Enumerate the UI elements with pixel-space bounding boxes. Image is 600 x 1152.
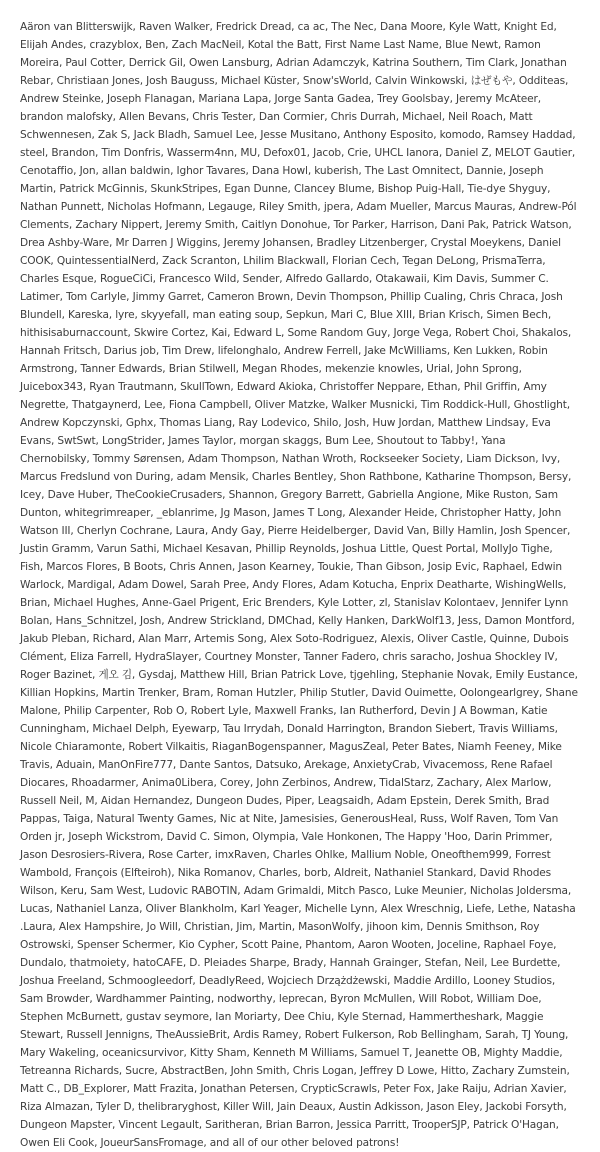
patron-credits-text: Aäron van Blitterswijk, Raven Walker, Fredrick Dread, ca ac, The Nec, Dana Moore, Kyle Watt, Knight Ed, Elijah Andes, crazyblox, Ben, Zach MacNeil, Kotal the Batt, First Name Last Name, Blue Newt, Ramon Moreira, Paul Cotter, Derrick Gil, Owen Lansburg, Adrian Adamczyk, Katrina Southern, Tim Clark, Jonathan Rebar, Christiaan Jones, Josh Bauguss, Michael Küster, Snow'sWorld, Calvin Winkowski, はぜもや, Odditeas, Andrew Steinke, Joseph Flanagan, Mariana Lapa, Jorge Santa Gadea, Trey Goolsbay, Jeremy McAteer, brandon malofsky, Allen Bevans, Chris Tester, Dan Cormier, Chris Durrah, Michael, Neil Roach, Matt Schwennesen, Zak S, Jack Bladh, Samuel Lee, Jesse Musitano, Anthony Esposito, komodo, Ramsey Haddad, steel, Brandon, Tim Donfris, Wasserm4nn, MU, Defox01, Jacob, Crie, UHCL Ianora, Daniel Z, MELOT Gautier, Cenotaffio, Jon, allan baldwin, Ighor Tavares, Dana Howl, kuberish, The Last Omnitect, Dannie, Joseph Martin, Patrick McGinnis, SkunkStripes, Egan Dunne, Clancey Blume, Bishop Puig-Hall, Tie-dye Shyguy, Nathan Punnett, Nicholas Hofmann, Legauge, Riley Smith, jpera, Adam Mueller, Marcus Mauras, Andrew-Pól Clements, Zachary Nippert, Jeremy Smith, Caitlyn Donohue, Tor Parker, Harrison, Dani Pak, Patrick Watson, Drea Ashby-Ware, Mr Darren J Wiggins, Jeremy Johansen, Bradley Litzenberger, Crystal Moeykens, Daniel COOK, QuintessentialNerd, Zack Scranton, Lhilim Blackwall, Florian Cech, Tegan DeLong, PrismaTerra, Charles Esque, RogueCiCi, Francesco Wild, Sender, Alfredo Gallardo, Otakawaii, Kim Davis, Summer C. Latimer, Tom Carlyle, Jimmy Garret, Cameron Brown, Devin Thompson, Phillip Cualing, Chris Chraca, Josh Blundell, Kareska, lyre, skyyefall, man eating soup, Sepkun, Mari C, Blue XIII, Brian Krisch, Simen Bech, hithisisaburnaccount, Skwire Cortez, Kai, Edward L, Some Random Guy, Jorge Vega, Robert Choi, Shakalos, Hannah Fritsch, Darius job, Tim Drew, lifelonghalo, Andrew Ferrell, Jake McWilliams, Ken Lukken, Robin Armstrong, Tanner Edwards, Brian Stilwell, Megan Rhodes, mekenzie knowles, Urial, John Sprong, Juicebox343, Ryan Trautmann, SkullTown, Edward Akioka, Christoffer Neppare, Ethan, Phil Griffin, Amy Negrette, Thatgaynerd, Lee, Fiona Campbell, Oliver Matzke, Walker Musnicki, Tim Roddick-Hull, Ghostlight, Andrew Kopczynski, Gphx, Thomas Liang, Ray Lodevico, Shilo, Josh, Huw Jordan, Matthew Lindsay, Eva Evans, SwtSwt, LongStrider, James Taylor, morgan skaggs, Bum Lee, Shoutout to Tabby!, Yana Chernobilsky, Tommy Sørensen, Adam Thompson, Nathan Wroth, Rockseeker Society, Liam Dickson, Ivy, Marcus Fredslund von During, adam Mensik, Charles Bentley, Shon Rathbone, Katharine Thompson, Bersy, Icey, Dave Huber, TheCookieCrusaders, Shannon, Gregory Barrett, Gabriella Angione, Mike Ruston, Sam Dunton, whitegrimreaper, _eblanrime, Jg Mason, James T Long, Alexander Heide, Christopher Hatty, John Watson III, Cherlyn Cochrane, Laura, Andy Gay, Pierre Heidelberger, David Van, Billy Hamlin, Josh Spencer, Justin Gramm, Varun Sathi, Michael Kesavan, Phillip Reynolds, Joshua Little, Quest Portal, MollyJo Tighe, Fish, Marcos Flores, B Boots, Chris Annen, Jason Kearney, Toukie, Than Gibson, Josip Evic, Raphael, Edwin Warlock, Mardigal, Adam Dowel, Sarah Pree, Andy Flores, Adam Kotucha, Enprix Deatharte, WishingWells, Brian, Michael Hughes, Anne-Gael Prigent, Eric Brenders, Kyle Lotter, zl, Stanislav Kolontaev, Jennifer Lynn Bolan, Hans_Schnitzel, Josh, Andrew Strickland, DMChad, Kelly Hanken, DarkWolf13, Jess, Damon Montford, Jakub Pleban, Richard, Alan Marr, Artemis Song, Alex Soto-Rodriguez, Alexis, Oliver Castle, Quinne, Dubois Clément, Eliza Farrell, HydraSlayer, Courtney Monster, Tanner Fadero, chris saracho, Joshua Shockley IV, Roger Bazinet, 게오 김, Gysdaj, Matthew Hill, Brian Patrick Love, tjgehling, Stephanie Novak, Emily Eustance, Killian Hopkins, Martin Trenker, Bram, Roman Hutzler, Philip Stutler, David Ouimette, Oolongearlgrey, Shane Malone, Philip Carpenter, Rob O, Robert Lyle, Maxwell Franks, Ian Rutherford, Devin J A Bowman, Katie Cunningham, Michael Delph, Eyewarp, Tau Irrydah, Donald Harrington, Brandon Siebert, Travis Williams, Nicole Chiaramonte, Robert Vilkaitis, RiaganBogenspanner, MagusZeal, Peter Bates, Niamh Feeney, Mike Travis, Aduain, ManOnFire777, Dante Santos, Datsuko, Arekage, AnxietyCrab, Vivacemoss, Rene Rafael Diocares, Rhoadarmer, Anima0Libera, Corey, John Zerbinos, Andrew, TidalStarz, Zachary, Alex Marlow, Russell Neil, M, Aidan Hernandez, Dungeon Dudes, Piper, Leagsaidh, Adam Epstein, Derek Smith, Brad Pappas, Taiga, Natural Twenty Games, Nic at Nite, Jamesisies, GenerousHeal, Russ, Wolf Raven, Tom Van Orden jr, Joseph Wickstrom, David C. Simon, Olympia, Vale Honkonen, The Happy 'Hoo, Darin Primmer, Jason Desrosiers-Rivera, Rose Carter, imxRaven, Charles Ohlke, Mallium Noble, Oneofthem999, Forrest Wambold, François (Elfteiroh), Nika Romanov, Charles, borb, Aldreit, Nathaniel Stankard, David Rhodes Wilson, Keru, Sam West, Ludovic RABOTIN, Adam Grimaldi, Mitch Pasco, Luke Meunier, Nicholas Joldersma, Lucas, Nathaniel Lanza, Oliver Blankholm, Karl Yeager, Michelle Lynn, Alex Wreschnig, Liefe, Lethe, Natasha .Laura, Alex Hampshire, Jo Will, Christian, Jim, Martin, MasonWolfy, jihoon kim, Dennis Smithson, Roy Ostrowski, Spenser Schermer, Kio Cypher, Scott Paine, Phantom, Aaron Wooten, Joceline, Raphael Foye, Dundalo, thatmoiety, hatoCAFE, D. Pleiades Sharpe, Brady, Hannah Grainger, Stefan, Neil, Lee Burdette, Joshua Freeland, Schmoogleedorf, DeadlyReed, Wojciech Drzążdżewski, Maddie Ardillo, Looney Studios, Sam Browder, Wardhammer Painting, nodworthy, leprecan, Byron McMullen, Will Robot, William Doe, Stephen McBurnett, gustav seymore, Ian Moriarty, Dee Chiu, Kyle Sternad, Hammertheshark, Maggie Stewart, Russell Jennigns, TheAussieBrit, Ardis Ramey, Robert Fulkerson, Rob Bellingham, Sarah, TJ Young, Mary Wakeling, oceanicsurvivor, Kitty Sham, Kenneth M Williams, Samuel T, Jeanette OB, Mighty Maddie, Tetreanna Richards, Sucre, AbstractBen, John Smith, Chris Logan, Jeffrey D Lowe, Hitto, Zachary Zumstein, Matt C., DB_Explorer, Matt Frazita, Jonathan Petersen, CrypticScrawls, Peter Fox, Jake Raiju, Adrian Xavier, Riza Almazan, Tyler D, thelibraryghost, Killer Will, Jain Deaux, Austin Adkisson, Jason Eley, Jackobi Forsyth, Dungeon Mapster, Vincent Legault, Saritheran, Brian Barron, Jessica Parritt, TrooperSJP, Patrick O'Hagan, Owen Eli Cook, JoueurSansFromage, and all of our other beloved patrons! [20, 21, 578, 1149]
